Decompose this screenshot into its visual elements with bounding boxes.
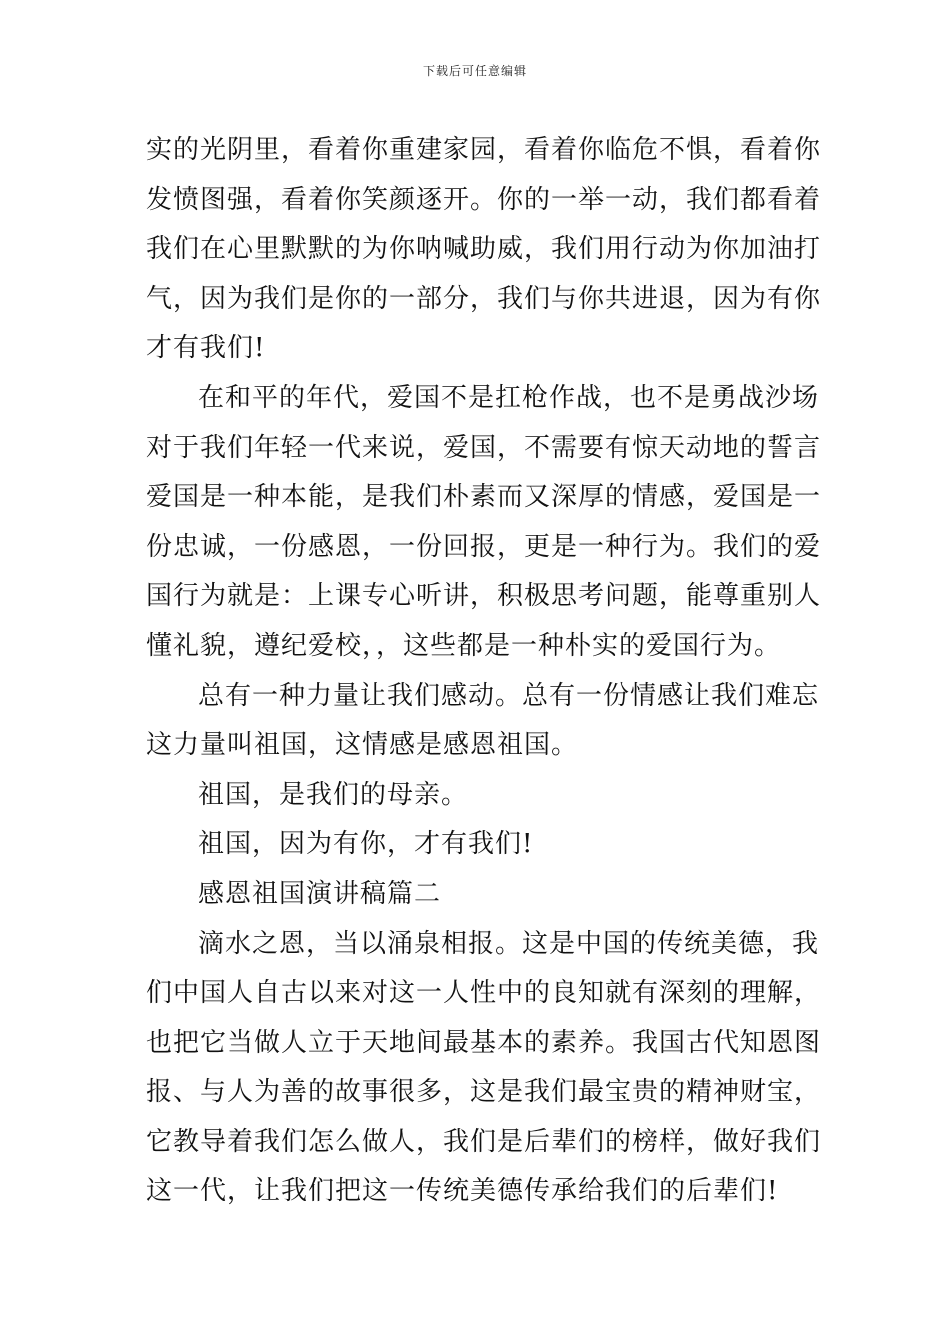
paragraph-1 xyxy=(146,126,822,374)
paragraph-4 xyxy=(146,771,811,821)
text-line: 们中国人自古以来对这一人性中的良知就有深刻的理解， xyxy=(146,978,822,1009)
text-line: 在和平的年代，爱国不是扛枪作战，也不是勇战沙场 xyxy=(198,382,820,413)
text-line: 它教导着我们怎么做人，我们是后辈们的榜样，做好我们 xyxy=(146,1126,822,1157)
page-header: 下载后可任意编辑 xyxy=(422,64,527,78)
text-line: 也把它当做人立于天地间最基本的素养。我国古代知恩图 xyxy=(146,1027,822,1058)
text-line: 祖国，因为有你，才有我们! xyxy=(198,829,534,860)
text-line: 懂礼貌，遵纪爱校，，这些都是一种朴实的爱国行为。 xyxy=(146,630,782,661)
text-line: 实的光阴里，看着你重建家园，看着你临危不惧，看着你 xyxy=(146,135,822,165)
text-line: 对于我们年轻一代来说，爱国，不需要有惊天动地的誓言 xyxy=(146,432,822,463)
text-line: 祖国，是我们的母亲。 xyxy=(198,779,469,810)
text-line: 发愤图强，看着你笑颜逐开。你的一举一动，我们都看着 xyxy=(146,184,822,215)
text-line: 总有一种力量让我们感动。总有一份情感让我们难忘 xyxy=(198,680,820,711)
section-heading-text: 感恩祖国演讲稿篇二 xyxy=(198,878,442,909)
paragraph-3 xyxy=(146,672,820,771)
paragraph-2 xyxy=(146,374,822,672)
text-line: 气，因为我们是你的一部分，我们与你共进退，因为有你 xyxy=(146,283,822,314)
paragraph-6 xyxy=(146,920,822,1218)
section-heading xyxy=(146,870,811,920)
text-line: 这力量叫祖国，这情感是感恩祖国。 xyxy=(146,730,579,761)
text-line: 我们在心里默默的为你呐喊助威，我们用行动为你加油打 xyxy=(146,234,822,265)
text-line: 这一代，让我们把这一传统美德传承给我们的后辈们! xyxy=(146,1176,779,1207)
text-line: 份忠诚，一份感恩，一份回报，更是一种行为。我们的爱 xyxy=(146,531,822,562)
text-line: 报、与人为善的故事很多，这是我们最宝贵的精神财宝， xyxy=(146,1077,822,1108)
text-line: 滴水之恩，当以涌泉相报。这是中国的传统美德，我 xyxy=(198,928,820,959)
text-line: 才有我们! xyxy=(146,333,266,364)
text-line: 国行为就是：上课专心听讲，积极思考问题，能尊重别人 xyxy=(146,581,822,612)
paragraph-5 xyxy=(146,820,811,870)
text-line: 爱国是一种本能，是我们朴素而又深厚的情感，爱国是一 xyxy=(146,482,822,513)
document-body xyxy=(146,126,822,1217)
